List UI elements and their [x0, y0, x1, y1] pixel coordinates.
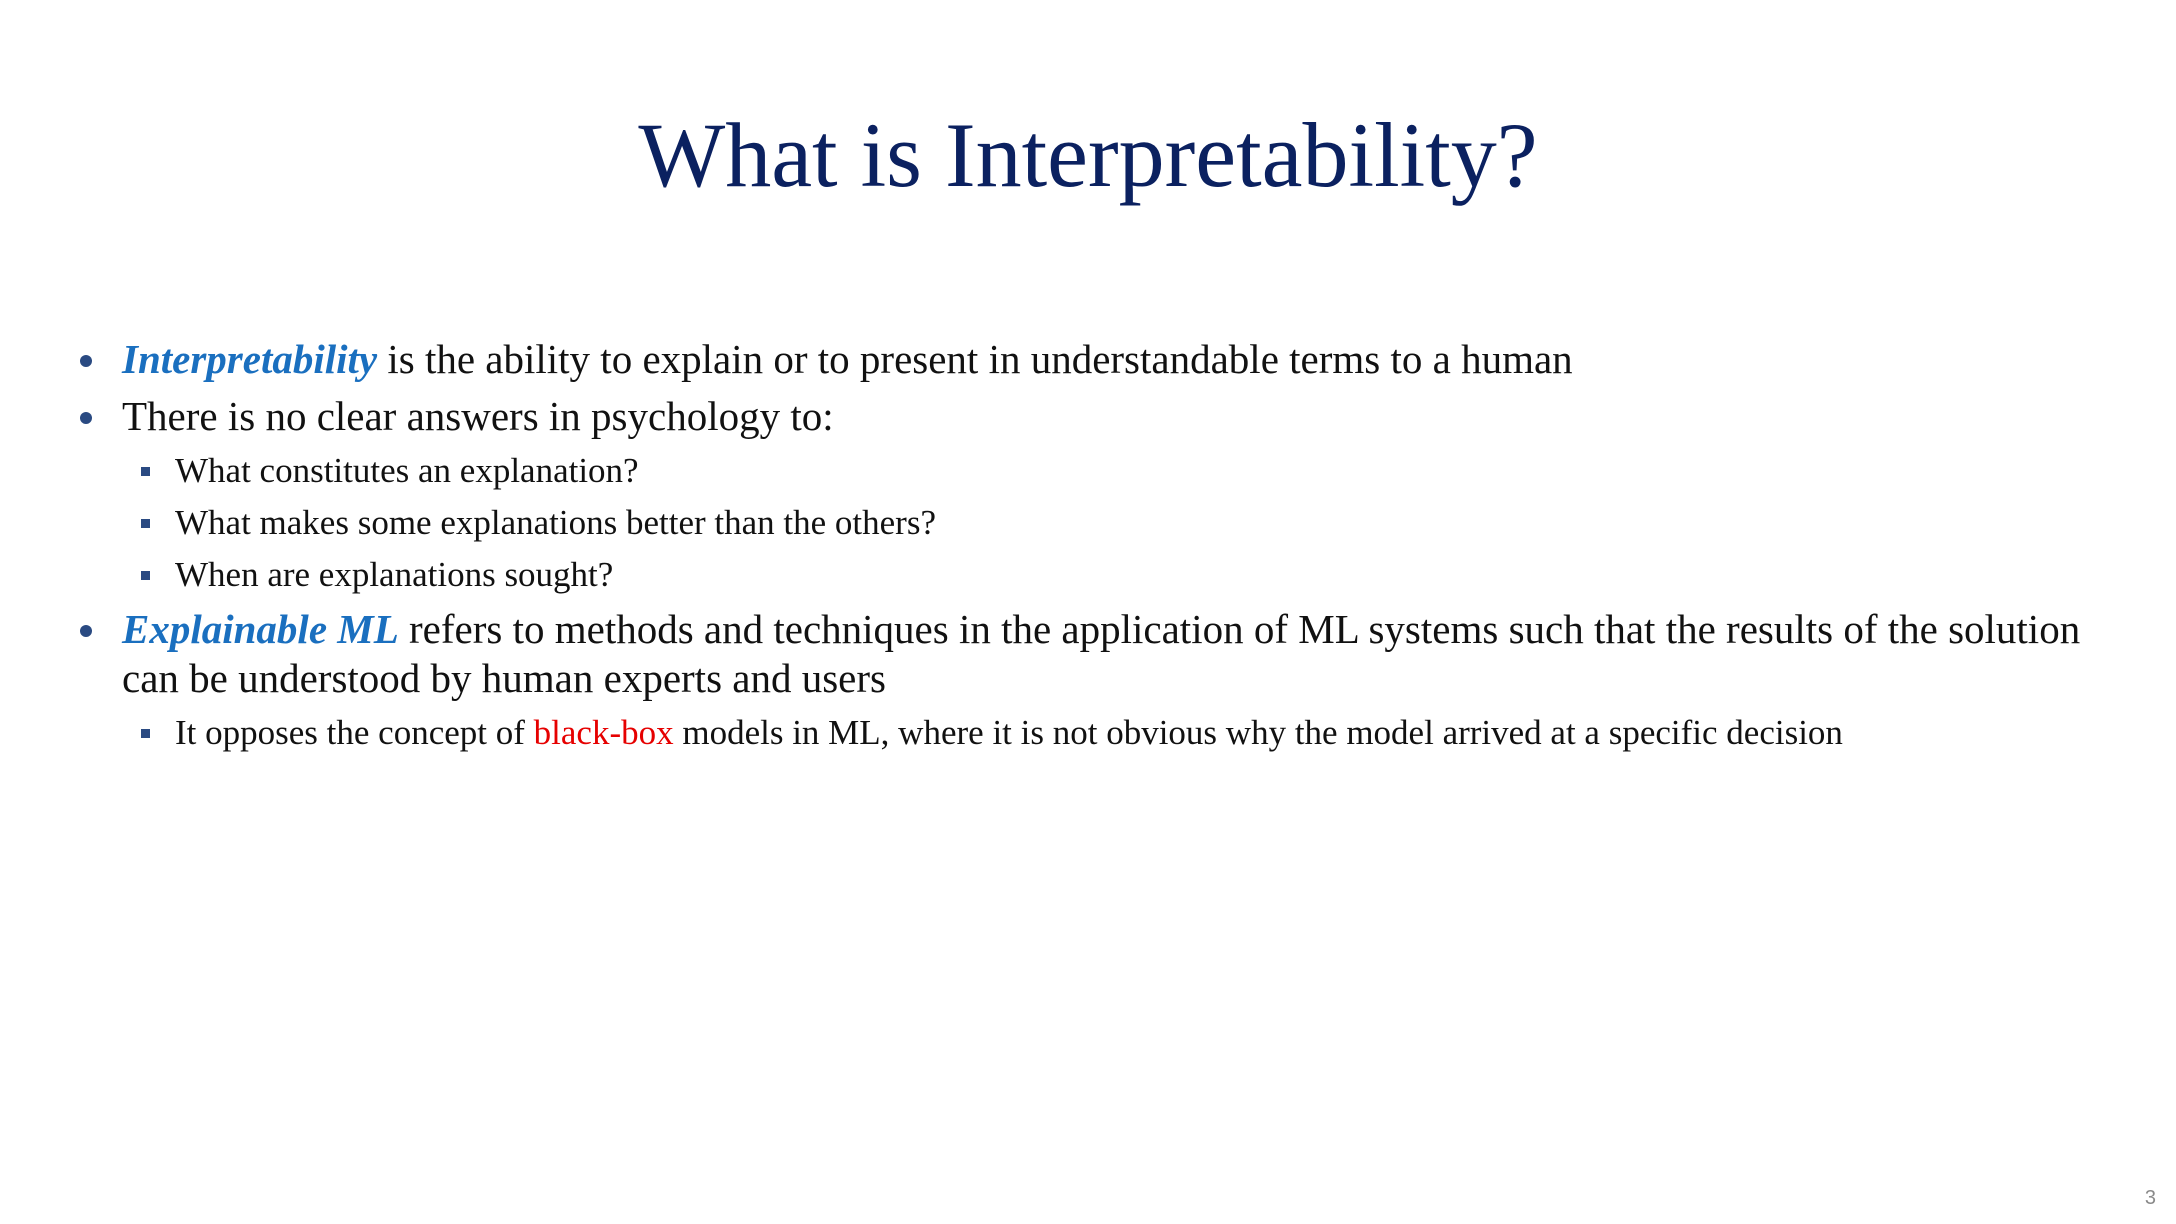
sub-bullet-text: What constitutes an explanation?: [175, 451, 639, 490]
bullet-text: is the ability to explain or to present in understandable terms to a human: [377, 336, 1573, 382]
bullet-dot-icon: [80, 625, 92, 637]
sub-bullet-black-box: [70, 711, 2110, 755]
bullet-explainable-ml: [70, 605, 2110, 703]
bullet-psychology: [70, 392, 2110, 441]
sub-bullet-text-after: models in ML, where it is not obvious why the model arrived at a specific decision: [673, 713, 1843, 752]
term-explainable-ml: Explainable ML: [122, 606, 399, 652]
sub-bullet-text: What makes some explanations better than the others?: [175, 503, 936, 542]
bullet-text: refers to methods and techniques in the application of ML systems such that the results of the solution can be understood by human experts and users: [122, 606, 2081, 701]
bullet-text: There is no clear answers in psychology to:: [122, 393, 834, 439]
sub-bullet: [70, 449, 2110, 493]
page-number: 3: [2144, 1187, 2156, 1209]
sub-bullet-text-before: It opposes the concept of: [175, 713, 534, 752]
term-interpretability: Interpretability: [122, 336, 378, 382]
bullet-dot-icon: [80, 355, 92, 367]
square-bullet-icon: [141, 467, 150, 476]
sub-bullet: [70, 553, 2110, 597]
square-bullet-icon: [141, 571, 150, 580]
square-bullet-icon: [141, 729, 150, 738]
sub-bullet-text: When are explanations sought?: [175, 555, 614, 594]
black-box-highlight: black-box: [533, 713, 674, 752]
sub-bullet: [70, 501, 2110, 545]
bullet-interpretability: [70, 335, 2110, 384]
slide-content: [70, 335, 2110, 763]
square-bullet-icon: [141, 519, 150, 528]
slide-title: What is Interpretability?: [638, 104, 1538, 206]
bullet-dot-icon: [80, 412, 92, 424]
